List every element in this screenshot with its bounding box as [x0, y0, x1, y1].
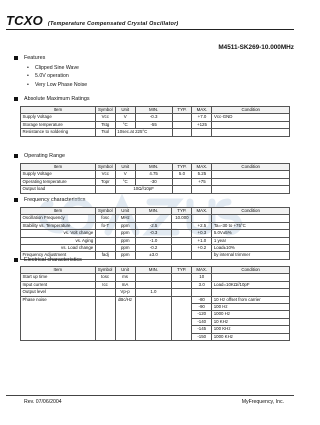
table-row-phase-noise: Phase noise dBc/Hz -80 10 Hz offset from carrier: [21, 296, 290, 303]
column-header: TYP.: [172, 107, 192, 114]
table-row: -90 100 Hz: [21, 304, 290, 311]
footer-rule: [6, 395, 294, 396]
title-subtitle: (Temperature Compensated Crystal Oscillator): [47, 21, 179, 27]
table-row: vs. Aging ppm -1.0 +1.0 1 year: [21, 237, 290, 244]
table-row: Oscillation Frequency fosc MHz 10.000: [21, 215, 290, 222]
title-main: TCXO: [6, 13, 43, 28]
square-bullet-icon: [14, 154, 18, 158]
table-row: Frequency Adjustment fadj ppm ±3.0 by internal trimmer: [21, 252, 290, 259]
table-header-row: Item Symbol Unit MIN. TYP. MAX. Condition: [21, 164, 290, 171]
table-row: vs. Volt change ppm -0.3 +0.3 5.0V±5%: [21, 230, 290, 237]
company-text: MyFrequency, Inc.: [241, 399, 284, 405]
section-title-text: Features: [24, 55, 46, 61]
table-row: Supply Voltage Vcc V 4.75 5.0 5.25: [21, 171, 290, 178]
revision-text: Rev. 07/06/2004: [24, 399, 62, 405]
table-header-row: [21, 107, 290, 114]
column-header: MAX.: [192, 107, 212, 114]
section-title-features: [14, 55, 45, 61]
electrical-table: [20, 266, 290, 341]
abs-max-table: [20, 106, 290, 137]
part-number: M4511-SK269-10.000MHz: [218, 44, 294, 51]
page-title: [6, 13, 178, 28]
table-row: -150 1000 KHz: [21, 333, 290, 340]
table-row: vs. Load change ppm -0.2 +0.2 Load±10%: [21, 245, 290, 252]
bullet-dot-icon: •: [27, 81, 29, 88]
table-row: Storage temperature Tstg °C -55 +125: [21, 121, 290, 128]
bullet-dot-icon: •: [27, 65, 29, 71]
table-header-row: Item Symbol Unit MIN. TYP. MAX. Condition: [21, 267, 290, 274]
table-row: Stability vs. Temperature fo-T ppm -2.5 +2.5 Ta=-30 to +75°C: [21, 222, 290, 229]
table-row: -140 10 KHz: [21, 318, 290, 325]
section-title-electrical: Electrical characteristics: [14, 257, 82, 263]
column-header: Condition: [212, 107, 290, 114]
section-title-frequency: Frequency characteristics: [14, 197, 85, 203]
section-title-operating-range: Operating Range: [14, 153, 65, 159]
column-header: Unit: [115, 107, 135, 114]
square-bullet-icon: [14, 198, 18, 202]
table-row: -120 1000 Hz: [21, 311, 290, 318]
section-title-abs-max: Absolute Maximum Ratings: [14, 96, 90, 102]
feature-item: • Clipped Sine Wave: [27, 65, 79, 71]
square-bullet-icon: [14, 258, 18, 262]
header-rule: [6, 29, 294, 30]
square-bullet-icon: [14, 56, 18, 60]
table-row: Start up time tosc ms 10: [21, 274, 290, 281]
table-row: Supply Voltage Vcc V -0.3 +7.0 Vcc-GND: [21, 114, 290, 121]
table-row: Output load 10Ω//10pF: [21, 186, 290, 193]
table-row: Resistance to soldering Tsol 10sec.at 225°C: [21, 129, 290, 136]
square-bullet-icon: [14, 97, 18, 101]
frequency-table: [20, 207, 290, 260]
feature-item: • 5.0V operation: [27, 73, 69, 80]
table-row: Operating temperature Topr °C -30 +75: [21, 178, 290, 185]
features-list: [27, 64, 87, 89]
column-header: Item: [21, 107, 96, 114]
table-header-row: Item Symbol Unit MIN. TYP. MAX. Condition: [21, 208, 290, 215]
table-row: Output level Vp-p 1.0: [21, 289, 290, 296]
header: [6, 13, 294, 33]
table-row: Input current Icc mA 3.0 Load=10KΩ//10pF: [21, 281, 290, 288]
feature-item: • Very Low Phase Noise: [27, 81, 88, 88]
column-header: Symbol: [95, 107, 115, 114]
bullet-dot-icon: •: [27, 73, 29, 80]
table-row: -145 100 KHz: [21, 326, 290, 333]
column-header: MIN.: [135, 107, 172, 114]
